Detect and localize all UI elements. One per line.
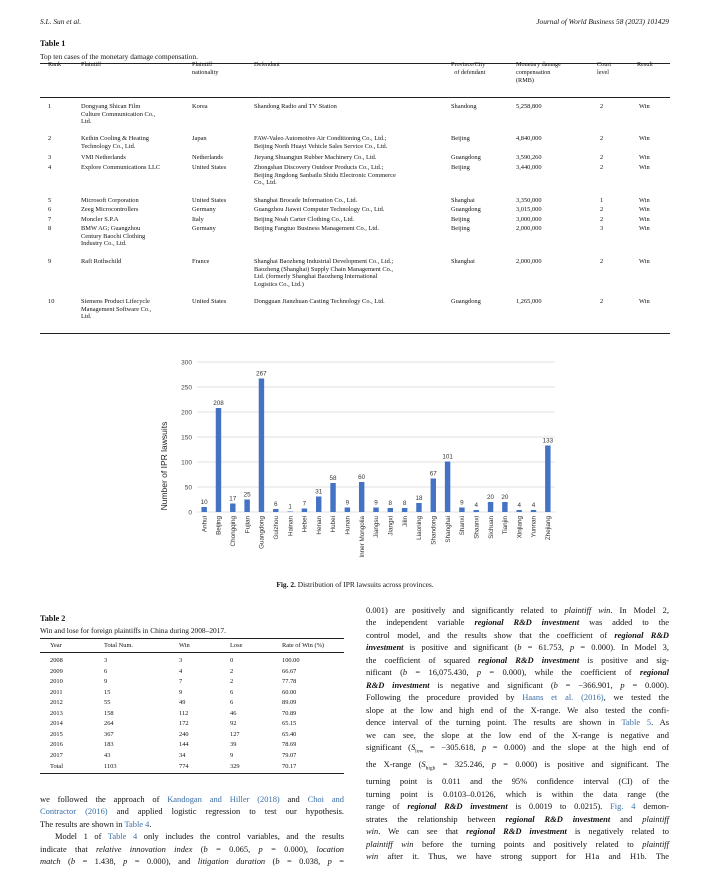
table-ref-link[interactable]: Table 5 bbox=[621, 717, 652, 728]
left-column-text bbox=[40, 793, 344, 868]
table2-cell: 774 bbox=[179, 762, 189, 770]
citation-link[interactable]: Kandogan and Hiller (2018) bbox=[167, 794, 280, 804]
table1-header-plaintiff: Plaintiff bbox=[81, 61, 102, 68]
table1-cell-amount: 1,265,000 bbox=[516, 298, 542, 305]
table2-cell: 65.15 bbox=[282, 720, 297, 728]
table1-cell-rank: 6 bbox=[48, 206, 52, 213]
bar-guangdong bbox=[259, 379, 264, 513]
text-line: we can see, the slope at the low end of the X-range is negative and bbox=[366, 729, 669, 740]
table1-header-defendant: Defendant bbox=[254, 61, 280, 68]
table2-cell: 9 bbox=[104, 678, 108, 686]
bar-yunnan bbox=[531, 510, 536, 512]
bar-hebei bbox=[302, 509, 307, 513]
table1-cell-amount: 3,000,000 bbox=[516, 216, 542, 223]
chart-value-labels bbox=[201, 371, 554, 511]
table2-caption: Win and lose for foreign plaintiffs in China during 2008–2017. bbox=[40, 626, 226, 635]
table1-cell-result: Win bbox=[639, 216, 650, 223]
table1-cell-rank: 5 bbox=[48, 197, 52, 204]
text-line: the X-range ($S_{high} = 325.246$, p = 0.000) is positive and significant. The bbox=[366, 759, 669, 772]
text-line: Contractor (2016) and applied logistic regression to test our hypothesis. bbox=[40, 806, 344, 817]
value-label: 18 bbox=[415, 495, 423, 502]
x-tick-label: Guangdong bbox=[258, 516, 266, 549]
table2-cell: 0 bbox=[230, 657, 234, 664]
table2-cell: 2 bbox=[230, 667, 234, 675]
table2-cell: 43 bbox=[104, 751, 111, 759]
table1-cell-nationality: United States bbox=[192, 298, 227, 305]
value-label: 9 bbox=[460, 499, 464, 507]
x-tick-label: Anhui bbox=[201, 516, 209, 533]
table2-cell: 2016 bbox=[50, 741, 63, 749]
table2-header-cell: Total Num. bbox=[104, 642, 134, 649]
table1-cell-province: Beijing bbox=[451, 225, 470, 232]
table2-cell: 9 bbox=[179, 688, 183, 696]
table2-cell: 77.78 bbox=[282, 678, 297, 686]
bar-inner-mongolia bbox=[359, 482, 364, 512]
table1-cell-province: Guangdong bbox=[451, 154, 481, 161]
bar-hubei bbox=[330, 483, 335, 512]
bar-zhejiang bbox=[545, 446, 550, 513]
table2-header-cell: Win bbox=[179, 642, 190, 649]
value-label: 60 bbox=[358, 474, 366, 481]
table1-cell-amount: 3,015,000 bbox=[516, 206, 542, 213]
table2-cell: 55 bbox=[104, 699, 111, 707]
value-label: 67 bbox=[429, 470, 437, 478]
fig2-caption bbox=[0, 580, 710, 589]
table2-cell: 264 bbox=[104, 720, 114, 728]
table1-cell-court: 2 bbox=[600, 103, 604, 110]
table1-header bbox=[40, 61, 670, 101]
x-tick-label: Shanxi bbox=[459, 516, 467, 536]
x-tick-label: Hubei bbox=[330, 516, 338, 533]
x-tick-label: Xinjiang bbox=[516, 516, 524, 539]
table1-cell-defendant: Guangzhou Jiawei Computer Technology Co., Ltd. bbox=[254, 206, 385, 213]
table1-cell-court: 2 bbox=[600, 206, 604, 213]
table2-cell: 127 bbox=[230, 730, 240, 738]
table1-cell-result: Win bbox=[639, 103, 650, 110]
text-line: plaintiff win before the turning points and positively related to plaintiff bbox=[366, 838, 669, 849]
bar-hunan bbox=[345, 508, 350, 513]
table2-cell: 2012 bbox=[50, 699, 63, 707]
fig2-caption-text: Distribution of IPR lawsuits across provinces. bbox=[297, 580, 434, 589]
table1-cell-nationality: United States bbox=[192, 197, 227, 204]
value-label: 133 bbox=[542, 437, 554, 445]
table2-cell: 2010 bbox=[50, 678, 63, 686]
chart-y-tick-labels bbox=[181, 360, 192, 517]
table1-cell-plaintiff: Explore Communications LLC bbox=[81, 164, 161, 171]
table2-cell: 4 bbox=[179, 667, 183, 675]
value-label: 31 bbox=[315, 488, 323, 496]
table2-cell: 34 bbox=[179, 751, 186, 759]
table2-cell: 3 bbox=[104, 657, 108, 664]
x-tick-label: Guizhou bbox=[272, 516, 280, 540]
value-label: 6 bbox=[274, 501, 278, 508]
table2-cell: 70.17 bbox=[282, 762, 297, 770]
table1-cell-result: Win bbox=[639, 164, 650, 171]
value-label: 8 bbox=[402, 500, 407, 507]
table1-label: Table 1 bbox=[40, 39, 66, 48]
table1-cell-amount: 2,000,000 bbox=[516, 225, 542, 232]
running-header-authors: S.L. Sun et al. bbox=[40, 17, 82, 26]
table1-header-province: Province/City of defendant bbox=[451, 61, 486, 76]
value-label: 101 bbox=[442, 453, 453, 461]
chart-bars bbox=[201, 379, 550, 513]
citation-link[interactable]: Haans et al. (2016) bbox=[522, 692, 604, 703]
table2-cell: 6 bbox=[104, 667, 108, 675]
table1-cell-amount: 5,258,800 bbox=[516, 103, 542, 110]
table1-cell-result: Win bbox=[639, 225, 650, 232]
table1-cell-plaintiff: VMI Netherlands bbox=[81, 154, 126, 161]
table1-cell-defendant: Dongguan Jianzhuan Casting Technology Co., Ltd. bbox=[254, 298, 385, 305]
figure-ref-link[interactable]: Fig. 4 bbox=[610, 801, 636, 812]
table1-header-result: Result bbox=[637, 61, 653, 68]
y-tick-label: 300 bbox=[181, 359, 192, 367]
table2-header-rule bbox=[40, 652, 344, 653]
table1-cell-result: Win bbox=[639, 206, 650, 213]
table2-label: Table 2 bbox=[40, 614, 66, 623]
table1-cell-province: Shandong bbox=[451, 103, 477, 110]
value-label: 25 bbox=[243, 491, 251, 499]
table2-cell: 329 bbox=[230, 762, 240, 770]
table1-cell-defendant: Shanghai Brocade Information Co., Ltd. bbox=[254, 197, 358, 204]
table2-top-rule bbox=[40, 638, 344, 639]
x-tick-label: Zhejiang bbox=[545, 516, 553, 541]
table1-cell-result: Win bbox=[639, 135, 650, 142]
table1-cell-result: Win bbox=[639, 154, 650, 161]
table1-cell-plaintiff: BMW AG; Guangzhou Century Baochi Clothing Industry Co., Ltd. bbox=[81, 225, 146, 248]
bar-guizhou bbox=[273, 509, 278, 512]
table1-bottom-rule bbox=[40, 333, 670, 334]
text-line: Model 1 of Table 4 only includes the control variables, and the results bbox=[55, 831, 344, 842]
table1-cell-defendant: Zhongshan Discovery Outdoor Products Co., Ltd.; Beijing Jingdong Sanbailu Shidu Electronic Commerce Co., Ltd. bbox=[254, 164, 396, 187]
y-tick-label: 50 bbox=[184, 484, 192, 492]
x-tick-label: Beijing bbox=[215, 516, 223, 535]
table1-cell-plaintiff: Rafi Rothschild bbox=[81, 258, 122, 265]
citation-link[interactable]: Contractor (2016) bbox=[40, 806, 108, 817]
table1-cell-plaintiff: Moncler S.P.A bbox=[81, 216, 119, 223]
text-line: Following the procedure provided by Haans et al. (2016), we tested the bbox=[366, 692, 669, 703]
text-line: strates the relationship between regional R&D investment and plaintiff bbox=[366, 813, 669, 824]
table1-cell-amount: 3,440,000 bbox=[516, 164, 542, 171]
table2-cell: 2008 bbox=[50, 657, 63, 664]
table2-cell: 89.09 bbox=[282, 699, 297, 707]
bar-sichuan bbox=[488, 502, 493, 512]
table1-cell-plaintiff: Dongyang Shican Film Culture Communication Co., Ltd. bbox=[81, 103, 156, 126]
bar-liaoning bbox=[416, 503, 421, 512]
table1-cell-rank: 7 bbox=[48, 216, 52, 223]
table1-header-amount: Monetary damage compensation (RMB) bbox=[516, 61, 561, 84]
table2-header-cell: Year bbox=[50, 642, 62, 649]
table1-cell-plaintiff: Siemens Product Lifecycle Management Software Co., Ltd. bbox=[81, 298, 152, 321]
table1-cell-result: Win bbox=[639, 298, 650, 305]
table2-cell: 2011 bbox=[50, 688, 63, 696]
table2-cell: 66.67 bbox=[282, 667, 297, 675]
bar-shandong bbox=[431, 479, 436, 513]
x-tick-label: Hebei bbox=[301, 516, 309, 533]
table2-cell: 79.07 bbox=[282, 751, 297, 759]
table1-cell-province: Guangdong bbox=[451, 206, 481, 213]
x-tick-label: Shandong bbox=[430, 516, 438, 545]
table1-cell-court: 2 bbox=[600, 216, 604, 223]
chart-y-axis-label: Number of IPR lawsuits bbox=[159, 421, 169, 511]
table1-cell-amount: 4,840,000 bbox=[516, 135, 542, 142]
table1-cell-defendant: Beijing Noah Carter Clothing Co., Ltd. bbox=[254, 216, 355, 223]
table1-cell-plaintiff: Zeeg Microcontrollers bbox=[81, 206, 139, 213]
bar-jilin bbox=[402, 508, 407, 512]
table2-cell: 46 bbox=[230, 709, 237, 717]
value-label: 208 bbox=[213, 400, 224, 407]
table2-cell: 1103 bbox=[104, 762, 117, 770]
table2-cell: 2017 bbox=[50, 751, 63, 759]
table1-cell-court: 2 bbox=[600, 258, 604, 265]
table1-cell-defendant: FAW-Valeo Automotive Air Conditioning Co., Ltd.; Beijing North Huayi Vehicle Sales Service Co., Ltd. bbox=[254, 135, 388, 150]
bar-shanghai bbox=[445, 462, 450, 513]
x-tick-label: Yunnan bbox=[530, 516, 538, 538]
table2-cell: 112 bbox=[179, 709, 189, 717]
table1-caption: Top ten cases of the monetary damage compensation. bbox=[40, 52, 198, 61]
y-tick-label: 150 bbox=[181, 434, 192, 442]
table-ref-link[interactable]: Table 4 bbox=[124, 818, 150, 829]
table2-cell: 65.40 bbox=[282, 730, 297, 738]
bar-beijing bbox=[216, 408, 221, 512]
value-label: 267 bbox=[256, 370, 267, 378]
y-tick-label: 250 bbox=[181, 384, 192, 392]
table1-cell-rank: 3 bbox=[48, 154, 52, 161]
text-line: slope at the low and high end of the X-range. We also tested the confi- bbox=[366, 704, 669, 715]
text-line: win after it. Thus, we have strong support for H1a and H1b. The bbox=[366, 850, 669, 861]
table1-cell-amount: 2,000,000 bbox=[516, 258, 542, 265]
table2-cell: 9 bbox=[230, 751, 234, 759]
bar-tianjin bbox=[502, 502, 507, 512]
value-label: 4 bbox=[531, 502, 536, 509]
table1-cell-rank: 10 bbox=[48, 298, 55, 305]
bar-jiangxi bbox=[388, 508, 393, 512]
table1-header-rank: Rank bbox=[48, 61, 62, 68]
text-line: significant ($S_{low} = -305.618$, p = 0.000) and the slope at the high end of bbox=[366, 741, 669, 755]
text-line: match (b = 1.438, p = 0.000), and litigation duration (b = 0.038, p = bbox=[40, 856, 345, 867]
table1-cell-defendant: Shanghai Baozheng Industrial Development Co., Ltd.; Baozheng (Shanghai) Supply Chain Management Co., Ltd. (formerly Shanghai Baozheng International Logistics Co., Ltd.) bbox=[254, 258, 394, 289]
text-line: range of regional R&D investment is 0.0019 to 0.0215). Fig. 4 demon- bbox=[366, 801, 669, 812]
chart-gridlines bbox=[197, 362, 555, 512]
table2-cell: 2013 bbox=[50, 709, 63, 717]
text-line: R&D investment is negative and significant (b = −366.901, p = 0.000). bbox=[366, 679, 669, 690]
table2-cell: 3 bbox=[179, 657, 183, 664]
table1-cell-court: 2 bbox=[600, 154, 604, 161]
table2-cell: 100.00 bbox=[282, 657, 300, 664]
text-line: 0.001) are positively and significantly related to plaintiff win. In Model 2, bbox=[366, 605, 669, 615]
table1-cell-province: Guangdong bbox=[451, 298, 481, 305]
x-tick-label: Jilin bbox=[401, 516, 409, 527]
bar-anhui bbox=[201, 507, 206, 512]
table1-cell-province: Beijing bbox=[451, 164, 470, 171]
text-line: we followed the approach of Kandogan and Hiller (2018) and Choi and bbox=[40, 794, 344, 804]
x-tick-label: Shaanxi bbox=[473, 516, 481, 539]
table1-cell-court: 2 bbox=[600, 298, 604, 305]
text-line: control model, and the results show that the coefficient of regional R&D bbox=[366, 629, 669, 640]
table1-cell-amount: 3,590,260 bbox=[516, 154, 542, 161]
bar-xinjiang bbox=[516, 510, 521, 512]
value-label: 20 bbox=[501, 494, 509, 501]
value-label: 1 bbox=[288, 503, 292, 511]
value-label: 4 bbox=[474, 502, 478, 509]
table2-cell: 70.89 bbox=[282, 709, 297, 717]
value-label: 4 bbox=[517, 502, 521, 509]
table1-cell-defendant: Jieyang Shuangjun Rubber Machinery Co., Ltd. bbox=[254, 154, 377, 161]
table1-cell-nationality: Japan bbox=[192, 135, 207, 142]
x-tick-label: Tianjin bbox=[502, 516, 510, 535]
table2-cell: 39 bbox=[230, 741, 237, 749]
table2-header-cell: Rate of Win (%) bbox=[282, 642, 325, 649]
bar-shaanxi bbox=[474, 510, 479, 512]
x-tick-label: Sichuan bbox=[487, 516, 495, 539]
table2-cell: 49 bbox=[179, 699, 186, 707]
table1-cell-result: Win bbox=[639, 258, 650, 265]
table1-cell-rank: 1 bbox=[48, 103, 52, 110]
table1-cell-rank: 8 bbox=[48, 225, 52, 232]
table2-cell: 6 bbox=[230, 688, 234, 696]
bar-jiangsu bbox=[373, 508, 378, 513]
table1-cell-nationality: Germany bbox=[192, 225, 216, 232]
table1-cell-defendant: Shandong Radio and TV Station bbox=[254, 103, 337, 110]
table2-cell: 6 bbox=[230, 699, 234, 707]
bar-shanxi bbox=[459, 508, 464, 513]
table1-cell-rank: 2 bbox=[48, 135, 52, 142]
text-line: nificant (b = 16,075.430, p = 0.000), while the coefficient of regional bbox=[366, 667, 669, 678]
table1-cell-province: Beijing bbox=[451, 135, 470, 142]
right-column-text bbox=[366, 604, 669, 862]
text-line: turning point is 0.0103–0.0126, which is within the data range (the bbox=[366, 788, 669, 799]
table2-cell: Total bbox=[50, 762, 64, 770]
table2-cell: 7 bbox=[179, 678, 183, 686]
table2-cell: 92 bbox=[230, 720, 237, 728]
table1-header-nationality: Plaintiff nationality bbox=[192, 61, 219, 76]
table2-cell: 2009 bbox=[50, 667, 63, 675]
y-tick-label: 0 bbox=[188, 509, 192, 517]
table2-cell: 144 bbox=[179, 741, 189, 749]
table1-cell-nationality: Germany bbox=[192, 206, 216, 213]
table2-cell: 183 bbox=[104, 741, 114, 749]
value-label: 10 bbox=[200, 499, 208, 506]
table2-cell: 78.69 bbox=[282, 741, 297, 749]
x-tick-label: Liaoning bbox=[416, 516, 424, 540]
table1-cell-nationality: France bbox=[192, 258, 210, 265]
fig2-caption-label: Fig. 2. bbox=[276, 580, 296, 589]
table1-cell-nationality: United States bbox=[192, 164, 227, 171]
table2-bottom-rule bbox=[40, 773, 344, 774]
table2-cell: 60.00 bbox=[282, 688, 297, 696]
table1-cell-court: 2 bbox=[600, 135, 604, 142]
x-tick-label: Inner Mongolia bbox=[358, 516, 366, 558]
bar-henan bbox=[316, 497, 321, 513]
table2-cell: 172 bbox=[179, 720, 189, 728]
table1-header-court: Court level bbox=[597, 61, 612, 76]
table1-cell-rank: 4 bbox=[48, 164, 52, 171]
table1-header-rule bbox=[40, 97, 670, 98]
chart-x-tick-labels bbox=[201, 516, 552, 558]
table1-cell-defendant: Beijing Fangtuo Business Management Co., Ltd. bbox=[254, 225, 379, 232]
table1-cell-rank: 9 bbox=[48, 258, 52, 265]
running-header-journal: Journal of World Business 58 (2023) 101429 bbox=[536, 17, 669, 26]
table1-cell-plaintiff: Keihin Cooling & Heating Technology Co., Ltd. bbox=[81, 135, 149, 150]
text-line: win. We can see that regional R&D investment is negatively related to bbox=[366, 826, 669, 837]
value-label: 9 bbox=[374, 499, 378, 507]
table1-cell-result: Win bbox=[639, 197, 650, 204]
text-line: The results are shown in Table 4. bbox=[40, 818, 152, 829]
text-line: dence interval of the turning point. The results are shown in Table 5. As bbox=[366, 717, 669, 728]
table1-cell-plaintiff: Microsoft Corporation bbox=[81, 197, 139, 204]
table2-cell: 2015 bbox=[50, 730, 63, 738]
text-line: investment is positive and significant (b = 61.753, p = 0.000). In Model 3, bbox=[366, 642, 669, 653]
table1-cell-nationality: Netherlands bbox=[192, 154, 223, 161]
x-tick-label: Chongqing bbox=[230, 516, 237, 547]
table2-cell: 367 bbox=[104, 730, 114, 738]
x-tick-label: Shanghai bbox=[444, 516, 452, 543]
table2-cell: 2 bbox=[230, 678, 234, 686]
table1-cell-nationality: Italy bbox=[192, 216, 204, 223]
text-line: the independent variable regional R&D investment was added to the bbox=[366, 617, 670, 628]
text-line: turning point is 0.011 and the 95% confidence interval (CI) of the bbox=[366, 776, 669, 787]
text-line: the coefficient of squared regional R&D investment is positive and sig- bbox=[366, 654, 669, 665]
fig2-chart bbox=[150, 356, 560, 576]
x-tick-label: Fujian bbox=[244, 516, 252, 534]
bar-hainan bbox=[287, 512, 292, 513]
table2-cell: 158 bbox=[104, 709, 114, 717]
table1-cell-province: Shanghai bbox=[451, 197, 475, 204]
table1-cell-court: 3 bbox=[600, 225, 604, 232]
x-tick-label: Hainan bbox=[287, 516, 295, 536]
text-line: indicate that relative innovation index (b = 0.065, p = 0.000), location bbox=[40, 843, 345, 854]
value-label: 8 bbox=[388, 500, 393, 507]
table2-cell: 240 bbox=[179, 730, 189, 738]
x-tick-label: Jiangxi bbox=[387, 516, 395, 536]
bar-fujian bbox=[244, 500, 249, 513]
value-label: 9 bbox=[345, 499, 350, 507]
x-tick-label: Hunan bbox=[344, 516, 352, 535]
table1-cell-nationality: Korea bbox=[192, 103, 208, 110]
value-label: 7 bbox=[302, 500, 307, 508]
table2-cell: 15 bbox=[104, 688, 111, 696]
table1-cell-province: Shanghai bbox=[451, 258, 475, 265]
value-label: 58 bbox=[329, 475, 337, 482]
table2-cell: 2014 bbox=[50, 720, 63, 728]
table1-cell-amount: 3,350,000 bbox=[516, 197, 542, 204]
citation-link[interactable]: Choi and bbox=[307, 794, 344, 804]
x-tick-label: Henan bbox=[315, 516, 323, 535]
value-label: 17 bbox=[229, 495, 237, 503]
x-tick-label: Jiangsu bbox=[373, 516, 381, 538]
y-tick-label: 100 bbox=[181, 459, 192, 467]
bar-chongqing bbox=[230, 504, 235, 513]
table-ref-link[interactable]: Table 4 bbox=[107, 831, 138, 842]
table1-cell-court: 1 bbox=[600, 197, 604, 204]
table2-header-cell: Lose bbox=[230, 642, 243, 649]
table1-cell-court: 2 bbox=[600, 164, 604, 171]
value-label: 20 bbox=[487, 494, 495, 501]
table1-cell-province: Beijing bbox=[451, 216, 470, 223]
y-tick-label: 200 bbox=[181, 409, 192, 417]
